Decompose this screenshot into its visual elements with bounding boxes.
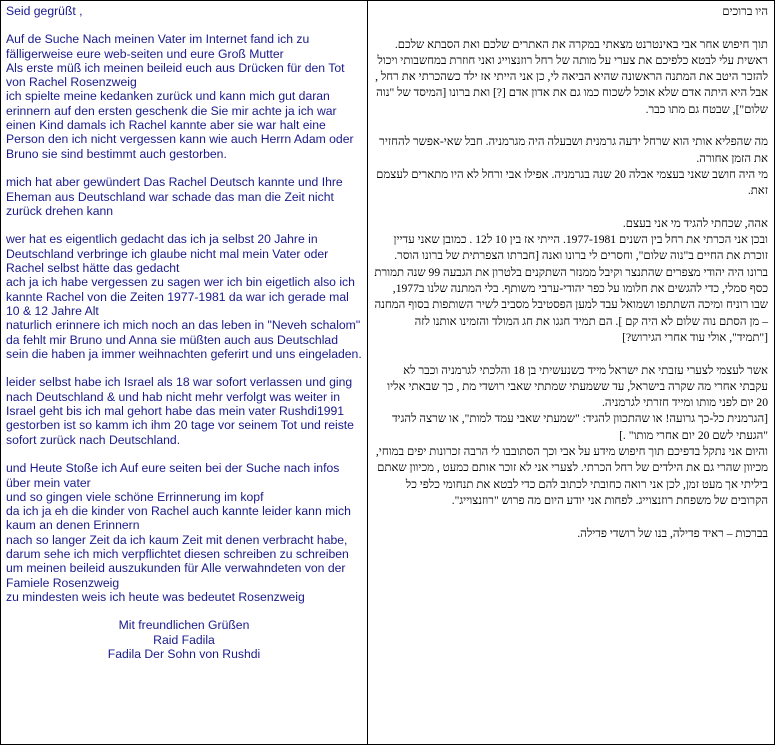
hebrew-closing: בברכות – ראיד פדילה, בנו של רושדי פדילה.: [577, 526, 768, 540]
german-paragraph: mich hat aber gewündert Das Rachel Deutsch kannte und Ihre Eheman aus Deutschland war schade das man die Zeit nicht zurück drehen kann: [6, 175, 343, 218]
german-paragraph: und Heute Stoße ich Auf eure seiten bei der Suche nach infos über mein vater: [6, 461, 340, 490]
hebrew-column: [368, 1, 774, 744]
german-column: [1, 1, 368, 744]
hebrew-paragraph: אהה, שכחתי להגיד מי אני בעצם.: [622, 216, 768, 230]
german-paragraph: Auf de Suche Nach meinen Vater im Internet fand ich zu fälligerweise eure web-seiten und eure Groß Mutter: [6, 32, 310, 61]
hebrew-greeting: היו ברוכים: [722, 5, 768, 18]
hebrew-paragraph: [הגרמנית כל-כך גרועה! או שהתכוון להגיד: "שמעתי שאבי עמד למות", או שרצה להגיד "הגעתי לשם 20 יום אחרי מותו" .]: [391, 412, 768, 442]
german-signature: Fadila Der Sohn von Rushdi: [107, 647, 261, 662]
german-greeting: Seid gegrüßt ,: [6, 4, 83, 18]
hebrew-paragraph: ראשית עלי לבטא כלפיכם את צערי על מותה של רחל רוזנצוייג ואני חוזרת במחשבותי ויכול להזכר היטב את המתנה הראשונה שהיא הביאה לי, כן אני הייתי אז ילד כשהכרתי את רחל , אבל היא היתה אדם שלא אוכל לשכוח כמו גם את אדון אדם [?] ואת ברונו [המיסד של "נוה שלום"], שבטח גם מתו כבר.: [375, 53, 768, 116]
hebrew-paragraph: תוך חיפוש אחר אבי באינטרנט מצאתי במקרה את האתרים שלכם ואת הסבתא שלכם.: [394, 37, 768, 51]
german-paragraph: wer hat es eigentlich gedacht das ich ja selbst 20 Jahre in Deutschland verbringe ich glaube nicht mal mein Vater oder Rachel selbst hätte das gedacht: [6, 232, 329, 276]
german-paragraph: leider selbst habe ich Israel als 18 war sofort verlassen und ging nach Deutschland & und hab nicht mehr verfolgt was weiter in Israel geht bis ich mal gehort habe das mein vater Rushdi1991 gestorben ist so kamm ich ihm 20 tage vor seinem Tot und reiste sofort zurück nach Deutschland.: [6, 375, 354, 447]
german-paragraph: nach so langer Zeit da ich kaum Zeit mit denen verbracht habe, darum sehe ich mich verpflichtet diesen schreiben zu schreiben um meinen beileid auszukunden für Alle verwahndeten von der Famiele Rosenzweig: [6, 532, 349, 590]
german-paragraph: zu mindesten weis ich heute was bedeutet Rosenzweig: [6, 589, 305, 604]
german-paragraph: da ich ja eh die kinder von Rachel auch kannte leider kann mich kaum an denen Erinnern: [6, 504, 351, 533]
german-paragraph: ich spielte meine kedanken zurück und kann mich gut daran erinnern auf den ersten geschenk die Sie mir achte ja ich war einen Kind damals ich Rachel kannte aber sie war halt eine Person den ich nicht vergessen kann wie auch Herrn Adam oder Bruno sie sind bestimmt auch gestorben.: [6, 89, 354, 161]
german-name: Raid Fadila: [153, 632, 215, 647]
german-paragraph: ach ja ich habe vergessen zu sagen wer ich bin eigetlich also ich kannte Rachel von die Zeiten 1977-1981 da war ich gerade mal 10 & 12 Jahre Alt: [6, 275, 355, 318]
hebrew-paragraph: והיום אני נתקל בדפיכם תוך חיפוש מידע על אבי וכך הסתובבו לי הרבה זכרונות יפים במוחי, מכיוון שהרי גם את הילדים של רחל הכרתי. לצערי אני לא זוכר אותם כמעט , מכיוון שאתם ביליתי אך מעט זמן, לכן אני רואה כחובתי לכתוב להם כדי לבטא את תנחומי כלפי כל הקרובים של משפחת רוזנצוייג. לפחות אני יודע היום מה פרוש "רוזנצוייג".: [375, 445, 768, 507]
hebrew-paragraph: מה שהפליא אותי הוא שרחל ידעה גרמנית ושבעלה היה מגרמניה. חבל שאי-אפשר להחזיר את הזמן אחורה.: [379, 135, 768, 165]
hebrew-paragraph: אשר לעצמי לצערי עזבתי את ישראל מייד כשנעשיתי בן 18 והלכתי לגרמניה וכבר לא עקבתי אחרי מה שקרה בישראל, עד ששמעתי שמתתי שאבי רושדי מת , כך שבאתי אליו 20 יום לפני מותו ומייד חזרתי לגרמניה.: [387, 363, 768, 410]
german-paragraph: naturlich erinnere ich mich noch an das leben in "Neveh schalom" da fehlt mir Bruno und Anna sie müßten auch aus Deutschlad sein die haben ja immer weihnachten geferirt und uns eingeladen.: [6, 318, 362, 361]
german-paragraph: Als erste müß ich meinen beileid euch aus Drücken für den Tot von Rachel Rosenzweig: [6, 60, 345, 90]
german-closing: Mit freundlichen Grüßen: [118, 618, 250, 633]
hebrew-paragraph: ובכן אני הכרתי את רחל בין השנים 1977-1981. הייתי אז בין 10 ל12 . כמובן שאני עדיין זוכרת את החיים ב"נוה שלום", וחסרים לי ברונו ואנה [חברתו הצפרתית של ברונו הוסר. ברונו היה יהודי מצפרים שהתנצר וקיבל ממנזר השתקנים בלטרון את הגבעה 99 שנה תמורת כסף סמלי, כדי להגשים את חלומו על כפר יהודי-ערבי משותף. בלי המתנה שלנו ב1977, שבו רוניח ומיכה השתתפו ושמואל עבד למען הפסטיבל מסביב לשיר השותפות בסוף המחנה – מן הסתם נוה שלום לא היה קם ]. הם תמיד חגגו את חג המולד והזמינו אותנו לזה ["תמיד", אולי עוד אחרי הגירוש?]: [374, 233, 768, 344]
hebrew-paragraph: מי היה חושב שאני בעצמי אבלה 20 שנה בגרמניה. אפילו אבי ורחל לא היו מתארים לעצמם זאת.: [376, 167, 768, 198]
german-paragraph: und so gingen viele schöne Errinnerung im kopf: [6, 489, 264, 504]
